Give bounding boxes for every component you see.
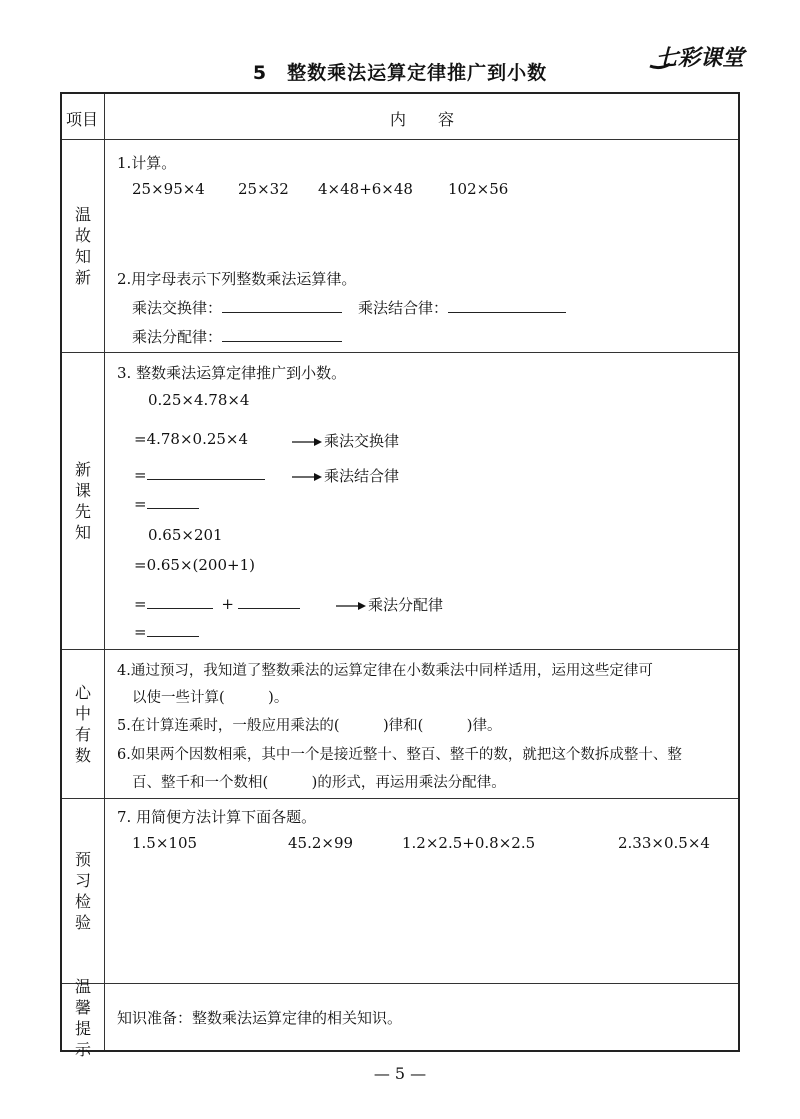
worksheet-table xyxy=(60,92,740,1059)
practice-item: 45.2×99 xyxy=(288,834,354,852)
question-4-line-1: 4.通过预习，我知道了整数乘法的运算定律在小数乘法中同样适用，运用这些定律可 xyxy=(117,663,653,679)
question-3-title: 3. 整数乘法运算定律推广到小数。 xyxy=(117,364,347,382)
example-1-step-1: =4.78×0.25×4 xyxy=(134,430,249,448)
question-7-title: 7. 用简便方法计算下面各题。 xyxy=(117,808,317,826)
row-divider xyxy=(62,798,738,799)
question-1-title: 1.计算。 xyxy=(117,154,177,172)
tips-text: 知识准备：整数乘法运算定律的相关知识。 xyxy=(117,1009,403,1027)
calc-item: 102×56 xyxy=(448,180,509,198)
example-1-expression: 0.25×4.78×4 xyxy=(148,391,250,409)
arrow-distributive-label: 乘法分配律 xyxy=(368,596,444,614)
law-commutative-row xyxy=(132,297,342,318)
practice-item: 1.2×2.5+0.8×2.5 xyxy=(402,834,536,852)
answer-blank[interactable] xyxy=(147,465,265,480)
example-1-step-3 xyxy=(134,494,199,513)
question-2-title: 2.用字母表示下列整数乘法运算律。 xyxy=(117,270,357,288)
right-arrow-icon xyxy=(292,472,322,482)
arrow-distributive xyxy=(336,594,443,615)
practice-item: 2.33×0.5×4 xyxy=(618,834,710,852)
equals-sign: = xyxy=(134,623,147,641)
content-column-header: 内 容 xyxy=(389,110,454,129)
item-column-header: 项目 xyxy=(66,110,99,129)
calc-item: 25×32 xyxy=(238,180,289,198)
equals-sign: = xyxy=(134,495,147,513)
law-distributive-label: 乘法分配律： xyxy=(132,328,223,346)
example-2-step-3 xyxy=(134,622,199,641)
question-6-line-2: 百、整千和一个数相( )的形式，再运用乘法分配律。 xyxy=(132,775,506,791)
row-divider xyxy=(62,983,738,984)
right-arrow-icon xyxy=(292,437,322,447)
section-label-check: 预习检验 xyxy=(74,849,91,932)
equals-sign: = xyxy=(134,595,147,613)
arrow-associative-label: 乘法结合律 xyxy=(324,467,400,485)
answer-blank[interactable] xyxy=(147,594,213,609)
answer-blank[interactable] xyxy=(222,327,342,342)
calc-item: 25×95×4 xyxy=(132,180,205,198)
equals-sign: = xyxy=(134,466,147,484)
calc-item: 4×48+6×48 xyxy=(318,180,413,198)
section-label-tips: 温馨提示 xyxy=(74,976,91,1059)
answer-blank[interactable] xyxy=(448,298,566,313)
arrow-commutative xyxy=(292,430,399,451)
law-commutative-label: 乘法交换律： xyxy=(132,299,223,317)
law-associative-label: 乘法结合律： xyxy=(358,299,449,317)
practice-item: 1.5×105 xyxy=(132,834,198,852)
brand-logo-text: 七彩课堂 xyxy=(656,46,745,71)
answer-blank[interactable] xyxy=(147,494,199,509)
row-divider xyxy=(62,352,738,353)
page-title: 5 整数乘法运算定律推广到小数 xyxy=(252,62,548,84)
example-2-step-1: =0.65×(200+1) xyxy=(134,556,255,574)
page-number: — 5 — xyxy=(373,1064,427,1083)
example-2-step-2 xyxy=(134,594,300,613)
answer-blank[interactable] xyxy=(222,298,342,313)
row-divider xyxy=(62,139,738,140)
right-arrow-icon xyxy=(336,601,366,611)
example-2-expression: 0.65×201 xyxy=(148,526,223,544)
row-divider xyxy=(62,649,738,650)
law-associative-row xyxy=(358,297,566,318)
section-label-new: 新课先知 xyxy=(74,459,91,542)
arrow-associative xyxy=(292,465,399,486)
example-1-step-2 xyxy=(134,465,265,484)
column-divider xyxy=(104,94,105,1050)
law-distributive-row xyxy=(132,326,342,347)
plus-sign: + xyxy=(221,595,234,613)
section-label-review: 温故知新 xyxy=(74,204,91,287)
question-4-line-2: 以使一些计算( )。 xyxy=(132,690,289,706)
answer-blank[interactable] xyxy=(238,594,300,609)
arrow-commutative-label: 乘法交换律 xyxy=(324,432,400,450)
answer-blank[interactable] xyxy=(147,622,199,637)
section-label-mind: 心中有数 xyxy=(74,682,91,765)
question-5: 5.在计算连乘时，一般应用乘法的( )律和( )律。 xyxy=(117,718,502,734)
question-6-line-1: 6.如果两个因数相乘，其中一个是接近整十、整百、整千的数，就把这个数拆成整十、整 xyxy=(117,747,682,763)
